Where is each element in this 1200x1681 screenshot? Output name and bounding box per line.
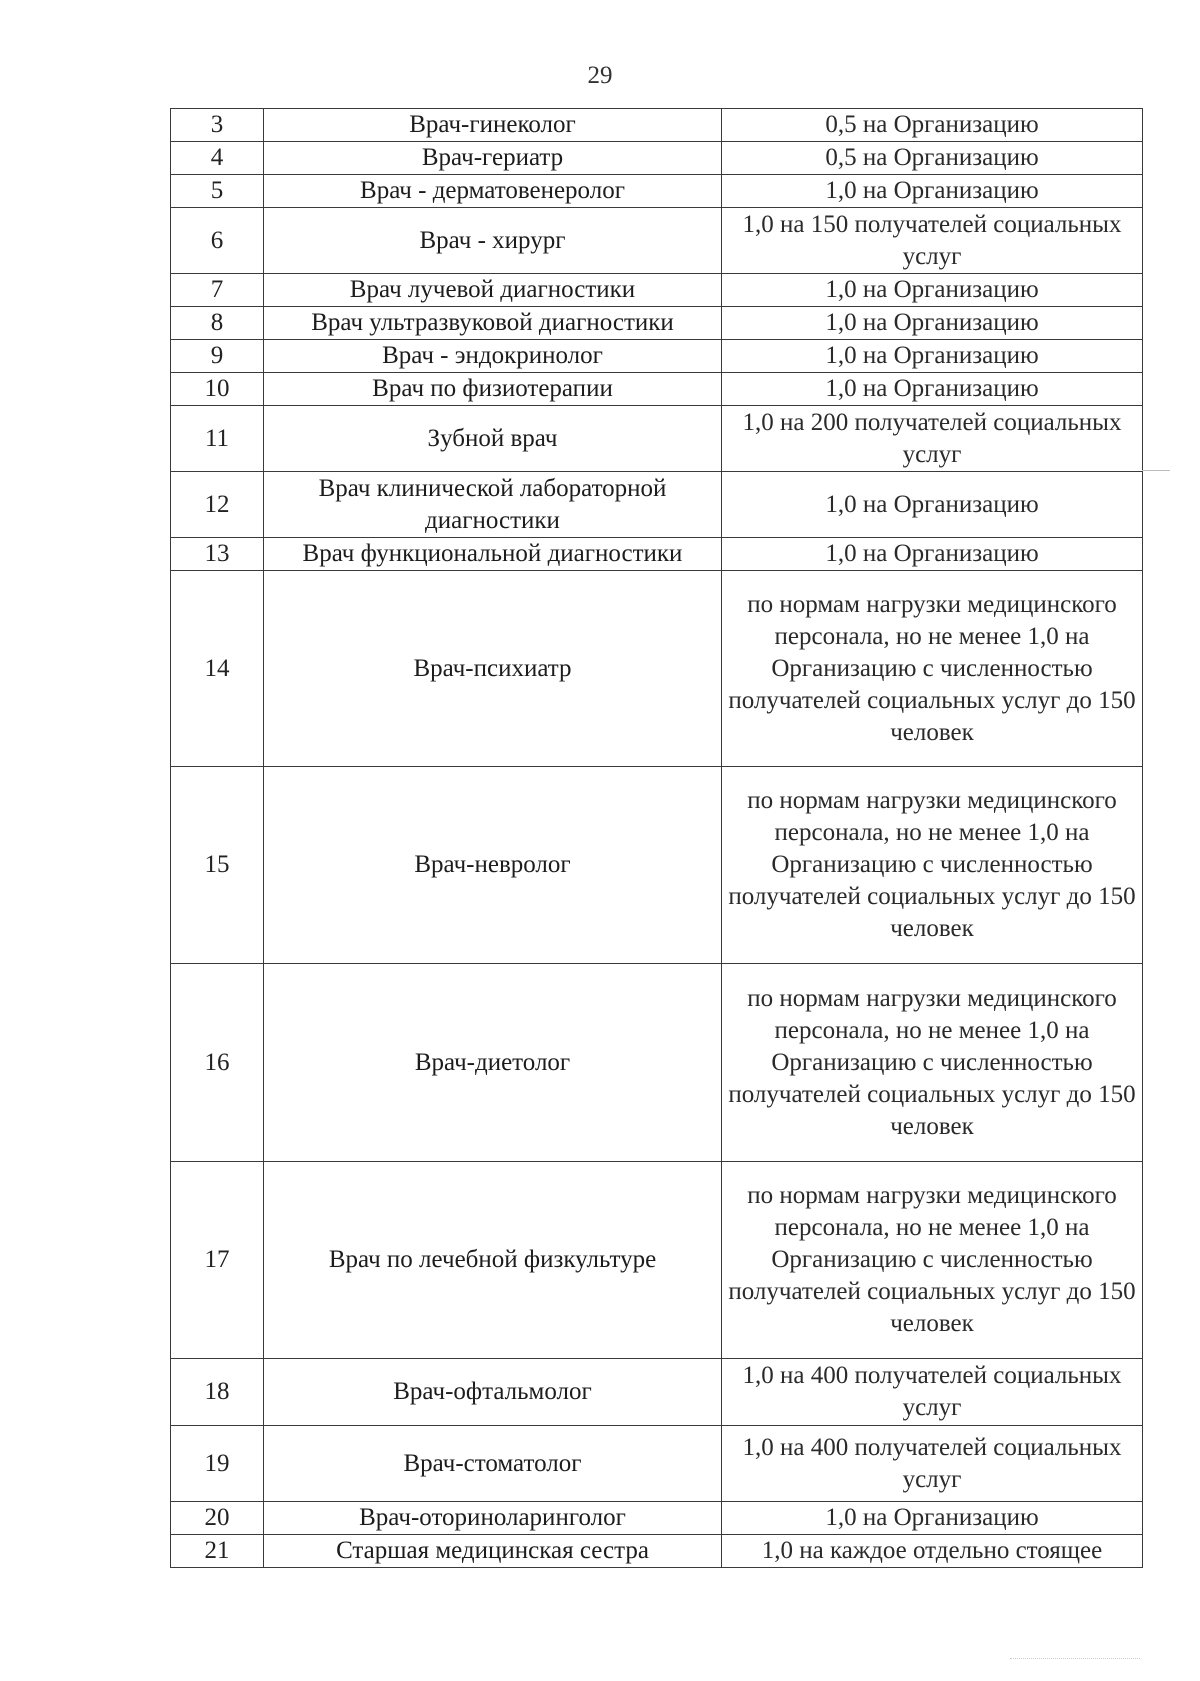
row-number: 18	[171, 1359, 264, 1426]
staffing-norm: 1,0 на Организацию	[722, 274, 1143, 307]
staffing-table	[170, 108, 1143, 1568]
position-name: Врач-гинеколог	[264, 109, 722, 142]
table-row	[171, 964, 1143, 1162]
staffing-norm: 1,0 на 200 получателей социальных услуг	[722, 406, 1143, 472]
table-row	[171, 175, 1143, 208]
row-number: 19	[171, 1426, 264, 1502]
staffing-norm: по нормам нагрузки медицинского персонала, но не менее 1,0 на Организацию с численностью получателей социальных услуг до 150 человек	[722, 964, 1143, 1162]
staffing-norm: по нормам нагрузки медицинского персонала, но не менее 1,0 на Организацию с численностью получателей социальных услуг до 150 человек	[722, 767, 1143, 964]
staffing-table-body	[171, 109, 1143, 1568]
table-row	[171, 472, 1143, 538]
table-row	[171, 1426, 1143, 1502]
row-number: 7	[171, 274, 264, 307]
staffing-norm: 1,0 на Организацию	[722, 340, 1143, 373]
staffing-norm: 1,0 на Организацию	[722, 538, 1143, 571]
table-row	[171, 767, 1143, 964]
position-name: Врач-гериатр	[264, 142, 722, 175]
table-row	[171, 208, 1143, 274]
table-row	[171, 142, 1143, 175]
table-row	[171, 1535, 1143, 1568]
position-name: Врач-оториноларинголог	[264, 1502, 722, 1535]
position-name: Врач-диетолог	[264, 964, 722, 1162]
row-number: 3	[171, 109, 264, 142]
row-number: 12	[171, 472, 264, 538]
staffing-norm: 1,0 на каждое отдельно стоящее	[722, 1535, 1143, 1568]
staffing-norm: по нормам нагрузки медицинского персонала, но не менее 1,0 на Организацию с численностью получателей социальных услуг до 150 человек	[722, 571, 1143, 767]
position-name: Врач лучевой диагностики	[264, 274, 722, 307]
staffing-norm: 1,0 на 150 получателей социальных услуг	[722, 208, 1143, 274]
position-name: Врач - эндокринолог	[264, 340, 722, 373]
row-number: 9	[171, 340, 264, 373]
position-name: Врач - хирург	[264, 208, 722, 274]
row-number: 6	[171, 208, 264, 274]
table-row	[171, 373, 1143, 406]
table-row	[171, 340, 1143, 373]
row-number: 14	[171, 571, 264, 767]
table-row	[171, 274, 1143, 307]
row-number: 10	[171, 373, 264, 406]
row-number: 21	[171, 1535, 264, 1568]
staffing-norm: 1,0 на Организацию	[722, 307, 1143, 340]
table-row	[171, 1502, 1143, 1535]
position-name: Врач клинической лабораторной диагностики	[264, 472, 722, 538]
table-row	[171, 307, 1143, 340]
row-number: 20	[171, 1502, 264, 1535]
row-number: 5	[171, 175, 264, 208]
table-row	[171, 538, 1143, 571]
row-number: 17	[171, 1162, 264, 1359]
staffing-norm: 0,5 на Организацию	[722, 109, 1143, 142]
row-number: 8	[171, 307, 264, 340]
position-name: Врач-стоматолог	[264, 1426, 722, 1502]
table-line-extension	[1142, 470, 1170, 471]
position-name: Врач-офтальмолог	[264, 1359, 722, 1426]
row-number: 11	[171, 406, 264, 472]
page-number: 29	[587, 62, 613, 89]
position-name: Врач - дерматовенеролог	[264, 175, 722, 208]
staffing-norm: по нормам нагрузки медицинского персонала, но не менее 1,0 на Организацию с численностью получателей социальных услуг до 150 человек	[722, 1162, 1143, 1359]
staffing-norm: 1,0 на 400 получателей социальных услуг	[722, 1426, 1143, 1502]
staffing-norm: 1,0 на Организацию	[722, 1502, 1143, 1535]
position-name: Врач ультразвуковой диагностики	[264, 307, 722, 340]
row-number: 4	[171, 142, 264, 175]
staffing-norm: 0,5 на Организацию	[722, 142, 1143, 175]
position-name: Врач по лечебной физкультуре	[264, 1162, 722, 1359]
scan-footer-marks	[1010, 1658, 1140, 1659]
position-name: Врач функциональной диагностики	[264, 538, 722, 571]
staffing-norm: 1,0 на Организацию	[722, 373, 1143, 406]
position-name: Зубной врач	[264, 406, 722, 472]
table-row	[171, 571, 1143, 767]
row-number: 16	[171, 964, 264, 1162]
row-number: 15	[171, 767, 264, 964]
staffing-norm: 1,0 на Организацию	[722, 175, 1143, 208]
table-row	[171, 406, 1143, 472]
staffing-norm: 1,0 на 400 получателей социальных услуг	[722, 1359, 1143, 1426]
position-name: Врач-психиатр	[264, 571, 722, 767]
table-row	[171, 1359, 1143, 1426]
position-name: Врач-невролог	[264, 767, 722, 964]
table-row	[171, 1162, 1143, 1359]
position-name: Врач по физиотерапии	[264, 373, 722, 406]
table-row	[171, 109, 1143, 142]
position-name: Старшая медицинская сестра	[264, 1535, 722, 1568]
row-number: 13	[171, 538, 264, 571]
staffing-norm: 1,0 на Организацию	[722, 472, 1143, 538]
